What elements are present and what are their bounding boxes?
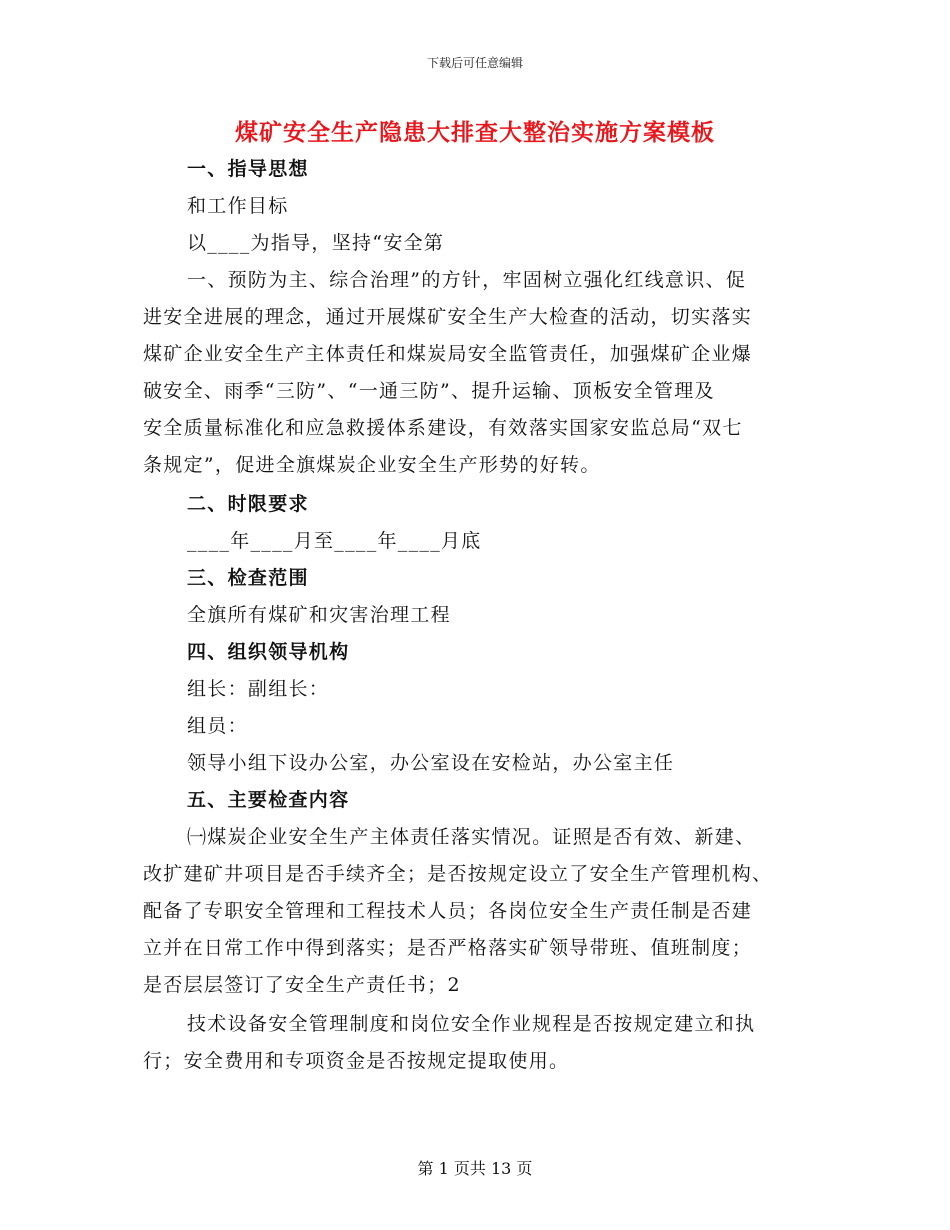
section-heading: 五、主要检查内容 — [187, 789, 350, 811]
paragraph-line: 配备了专职安全管理和工程技术人员；各岗位安全生产责任制是否建 — [143, 900, 753, 922]
paragraph-line: 全旗所有煤矿和灾害治理工程 — [187, 604, 451, 626]
paragraph-line: 行；安全费用和专项资金是否按规定提取使用。 — [143, 1050, 570, 1072]
paragraph-line: 立并在日常工作中得到落实；是否严格落实矿领导带班、值班制度； — [143, 937, 753, 959]
paragraph-line: ____年____月至____年____月底 — [187, 530, 482, 552]
paragraph-line: 改扩建矿井项目是否手续齐全；是否按规定设立了安全生产管理机构、 — [143, 863, 773, 885]
page-number: 第 1 页共 13 页 — [417, 1159, 533, 1178]
paragraph-line: 进安全进展的理念，通过开展煤矿安全生产大检查的活动，切实落实 — [143, 306, 753, 328]
paragraph-line: 组员： — [187, 715, 248, 737]
paragraph-line: 一、预防为主、综合治理”的方针，牢固树立强化红线意识、促 — [187, 269, 747, 291]
paragraph-line: 领导小组下设办公室，办公室设在安检站，办公室主任 — [187, 752, 675, 774]
paragraph-line: 破安全、雨季“三防”、“一通三防”、提升运输、顶板安全管理及 — [143, 380, 715, 402]
section-heading: 二、时限要求 — [187, 493, 309, 515]
paragraph-line: 煤矿企业安全生产主体责任和煤炭局安全监管责任，加强煤矿企业爆 — [143, 343, 753, 365]
paragraph-line: 技术设备安全管理制度和岗位安全作业规程是否按规定建立和执 — [187, 1013, 756, 1035]
paragraph-line: 安全质量标准化和应急救援体系建设，有效落实国家安监总局“双七 — [143, 417, 743, 439]
paragraph-line: 是否层层签订了安全生产责任书；2 — [143, 974, 461, 996]
paragraph-line: ㈠煤炭企业安全生产主体责任落实情况。证照是否有效、新建、 — [187, 826, 756, 848]
section-heading: 一、指导思想 — [187, 158, 309, 180]
paragraph-line: 和工作目标 — [187, 195, 289, 217]
section-heading: 三、检查范围 — [187, 567, 309, 589]
paragraph-line: 组长：副组长： — [187, 678, 330, 700]
document-title: 煤矿安全生产隐患大排查大整治实施方案模板 — [235, 119, 715, 146]
paragraph-line: 条规定”，促进全旗煤炭企业安全生产形势的好转。 — [143, 454, 601, 476]
section-heading: 四、组织领导机构 — [187, 641, 350, 663]
paragraph-line: 以____为指导，坚持“安全第 — [187, 232, 445, 254]
header-note: 下载后可任意编辑 — [426, 56, 523, 70]
